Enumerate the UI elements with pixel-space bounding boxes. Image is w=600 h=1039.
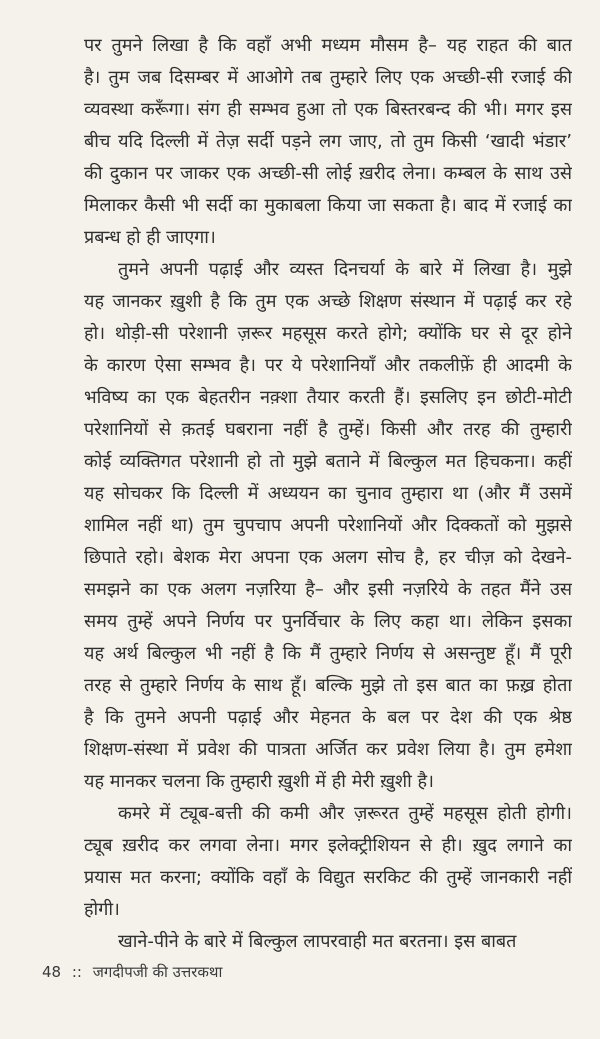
text-line: है। तुम जब दिसम्बर में आओगे तब तुम्हारे लिए एक अच्छी-सी रजाई की <box>84 67 572 88</box>
text-line: तरह से तुम्हारे निर्णय के साथ हूँ। बल्कि मुझे तो इस बात का फ़ख़्र होता <box>84 675 572 696</box>
footer-separator: :: <box>71 963 82 981</box>
paragraph-end-line: यह मानकर चलना कि तुम्हारी ख़ुशी में ही मेरी ख़ुशी है। <box>84 771 434 792</box>
text-line: परेशानियों से क़तई घबराना नहीं है तुम्हें। किसी और तरह की तुम्हारी <box>84 419 572 440</box>
text-line: मिलाकर कैसी भी सर्दी का मुकाबला किया जा सकता है। बाद में रजाई का <box>84 195 572 216</box>
text-line: हो। थोड़ी-सी परेशानी ज़रूर महसूस करते होगे; क्योंकि घर से दूर होने <box>84 323 572 344</box>
text-line: की दुकान पर जाकर एक अच्छी-सी लोई ख़रीद लेना। कम्बल के साथ उसे <box>84 163 572 184</box>
paragraph-start-line: तुमने अपनी पढ़ाई और व्यस्त दिनचर्या के बारे में लिखा है। मुझे <box>118 259 572 280</box>
text-line: है कि तुमने अपनी पढ़ाई और मेहनत के बल पर देश की एक श्रेष्ठ <box>84 707 572 728</box>
text-line: यह जानकर ख़ुशी है कि तुम एक अच्छे शिक्षण संस्थान में पढ़ाई कर रहे <box>84 291 572 312</box>
paragraph-end-line: प्रबन्ध हो ही जाएगा। <box>84 227 216 248</box>
text-line: के कारण ऐसा सम्भव है। पर ये परेशानियाँ और तकलीफ़ें ही आदमी के <box>84 355 572 376</box>
text-line: व्यवस्था करूँगा। संग ही सम्भव हुआ तो एक बिस्तरबन्द की भी। मगर इस <box>84 99 572 120</box>
paragraph-start-line: खाने-पीने के बारे में बिल्कुल लापरवाही मत बरतना। इस बाबत <box>118 931 517 952</box>
text-line: यह सोचकर कि दिल्ली में अध्ययन का चुनाव तुम्हारा था (और मैं उसमें <box>84 483 572 504</box>
body-text <box>84 30 572 958</box>
text-line: यह अर्थ बिल्कुल भी नहीं है कि मैं तुम्हारे निर्णय से असन्तुष्ट हूँ। मैं पूरी <box>84 643 572 664</box>
text-line: शिक्षण-संस्था में प्रवेश की पात्रता अर्जित कर प्रवेश लिया है। तुम हमेशा <box>84 739 572 760</box>
text-line: शामिल नहीं था) तुम चुपचाप अपनी परेशानियों और दिक्कतों को मुझसे <box>84 515 572 536</box>
paragraph-end-line: होगी। <box>84 899 120 920</box>
text-line: पर तुमने लिखा है कि वहाँ अभी मध्यम मौसम है– यह राहत की बात <box>84 35 572 56</box>
text-line: छिपाते रहो। बेशक मेरा अपना एक अलग सोच है, हर चीज़ को देखने- <box>84 547 572 568</box>
text-line: ट्यूब ख़रीद कर लगवा लेना। मगर इलेक्ट्रीशियन से ही। ख़ुद लगाने का <box>84 835 572 856</box>
text-line: समय तुम्हें अपने निर्णय पर पुनर्विचार के लिए कहा था। लेकिन इसका <box>84 611 572 632</box>
paragraph-start-line: कमरे में ट्यूब-बत्ती की कमी और ज़रूरत तुम्हें महसूस होती होगी। <box>118 803 572 824</box>
text-line: प्रयास मत करना; क्योंकि वहाँ के विद्युत सरकिट की तुम्हें जानकारी नहीं <box>84 867 572 888</box>
text-line: भविष्य का एक बेहतरीन नक़्शा तैयार करती हैं। इसलिए इन छोटी-मोटी <box>84 387 572 408</box>
book-title: जगदीपजी की उत्तरकथा <box>92 963 223 981</box>
text-line: समझने का एक अलग नज़रिया है– और इसी नज़रिये के तहत मैंने उस <box>84 579 572 600</box>
page-footer <box>42 962 228 982</box>
text-line: बीच यदि दिल्ली में तेज़ सर्दी पड़ने लग जाए, तो तुम किसी ‘खादी भंडार’ <box>84 131 572 152</box>
text-line: कोई व्यक्तिगत परेशानी हो तो मुझे बताने में बिल्कुल मत हिचकना। कहीं <box>84 451 572 472</box>
page-number: 48 <box>42 963 62 981</box>
